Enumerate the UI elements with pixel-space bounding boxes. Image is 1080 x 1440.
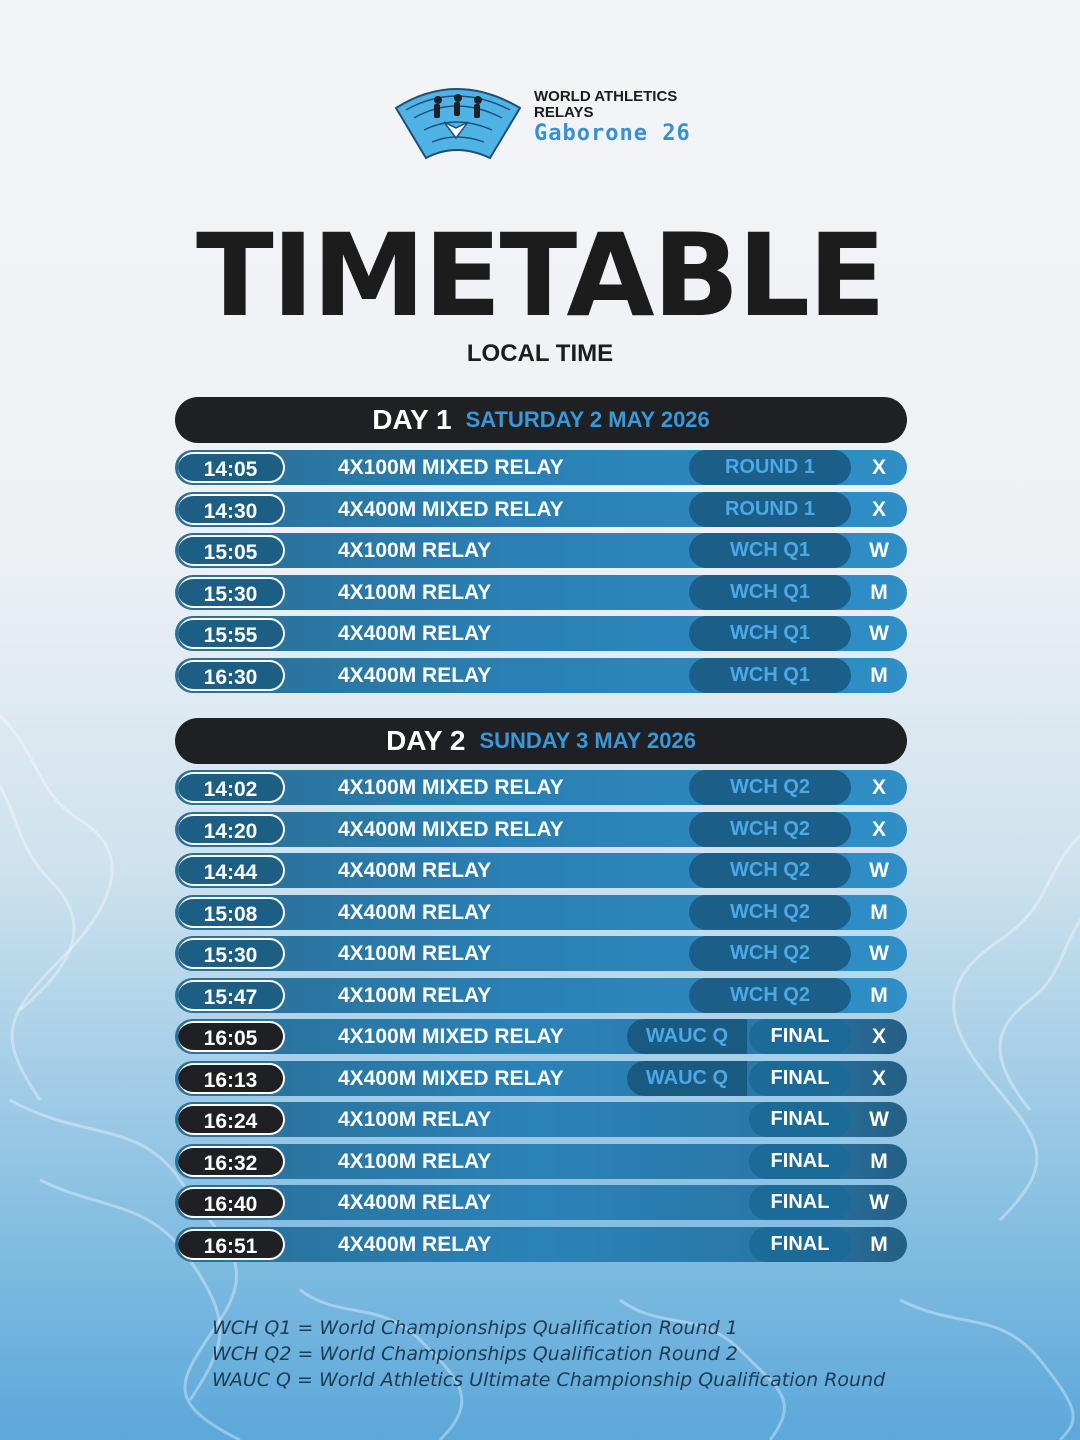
schedule-row — [175, 895, 907, 930]
round-pill: ROUND 1 — [689, 450, 851, 485]
legend-item: WCH Q2 = World Championships Qualification Round 2 — [212, 1343, 738, 1365]
category-label: W — [869, 1191, 889, 1214]
category-label: W — [869, 859, 889, 882]
category-label: M — [870, 580, 888, 604]
day-label: DAY 2 — [386, 725, 466, 756]
day-2-schedule — [175, 770, 907, 1268]
event-name: 4X100M RELAY — [338, 1108, 492, 1131]
event-time: 14:30 — [178, 494, 285, 525]
event-logo — [392, 78, 692, 168]
day-1-schedule — [175, 450, 907, 699]
category-label: X — [871, 1066, 886, 1090]
category-label: W — [869, 622, 889, 645]
round-pill: FINAL — [749, 1227, 851, 1262]
round-pill: FINAL — [749, 1102, 851, 1137]
event-time: 14:20 — [178, 814, 285, 845]
legend-item: WCH Q1 = World Championships Qualification Round 1 — [212, 1317, 738, 1339]
legend — [212, 1315, 885, 1393]
category-label: M — [870, 900, 888, 924]
category-label: W — [869, 539, 889, 562]
event-time: 15:05 — [178, 535, 285, 566]
schedule-row — [175, 492, 907, 527]
event-time: 15:30 — [178, 938, 285, 969]
category-label: X — [871, 1025, 886, 1048]
round-pill: WCH Q1 — [689, 533, 851, 568]
page-subtitle: LOCAL TIME — [466, 340, 614, 367]
category-label: W — [869, 942, 889, 965]
day-date: SUNDAY 3 MAY 2026 — [479, 728, 696, 753]
round-pill: WCH Q2 — [689, 853, 851, 888]
event-name: 4X400M MIXED RELAY — [338, 1066, 564, 1090]
event-name: 4X400M MIXED RELAY — [338, 497, 564, 521]
round-pill: WCH Q2 — [689, 978, 851, 1013]
legend-item: WAUC Q = World Athletics Ultimate Championship Qualification Round — [212, 1369, 886, 1391]
category-label: M — [870, 663, 888, 687]
round-pill: WCH Q2 — [689, 812, 851, 847]
schedule-row — [175, 1144, 907, 1179]
event-time: 16:24 — [178, 1104, 285, 1135]
schedule-row — [175, 575, 907, 610]
day-2-header — [175, 718, 907, 764]
event-name: 4X100M RELAY — [338, 942, 492, 965]
fan-emblem-icon — [392, 78, 526, 162]
event-name: 4X400M RELAY — [338, 622, 492, 645]
event-time: 14:44 — [178, 855, 285, 886]
round-pill: WCH Q1 — [689, 658, 851, 693]
round-pill: FINAL — [749, 1144, 851, 1179]
round-pill: WCH Q1 — [689, 575, 851, 610]
qualifier-pill: WAUC Q — [627, 1019, 747, 1054]
event-name: 4X400M RELAY — [338, 859, 492, 882]
page-title: TIMETABLE — [195, 209, 885, 342]
event-time: 16:32 — [178, 1146, 285, 1177]
event-time: 15:55 — [178, 618, 285, 649]
category-label: X — [871, 497, 886, 521]
event-name: 4X100M RELAY — [338, 539, 492, 562]
schedule-row — [175, 533, 907, 568]
event-name: 4X100M MIXED RELAY — [338, 776, 564, 799]
round-pill: FINAL — [749, 1061, 851, 1096]
schedule-row — [175, 616, 907, 651]
qualifier-pill: WAUC Q — [627, 1061, 747, 1096]
round-pill: FINAL — [749, 1185, 851, 1220]
logo-text — [534, 89, 691, 147]
event-name: 4X400M MIXED RELAY — [338, 817, 564, 841]
event-name: 4X400M RELAY — [338, 900, 492, 924]
event-time: 16:30 — [178, 660, 285, 691]
event-time: 16:51 — [178, 1229, 285, 1260]
round-pill: ROUND 1 — [689, 492, 851, 527]
schedule-row — [175, 978, 907, 1013]
round-pill: WCH Q2 — [689, 936, 851, 971]
event-time: 14:05 — [178, 452, 285, 483]
category-label: X — [871, 776, 886, 799]
event-time: 15:30 — [178, 577, 285, 608]
round-pill: WCH Q2 — [689, 895, 851, 930]
event-name: 4X400M RELAY — [338, 1232, 492, 1256]
event-name: 4X100M MIXED RELAY — [338, 456, 564, 479]
event-name: 4X400M RELAY — [338, 1191, 492, 1214]
event-time: 14:02 — [178, 772, 285, 803]
schedule-row — [175, 1227, 907, 1262]
category-label: W — [869, 1108, 889, 1131]
schedule-row — [175, 658, 907, 693]
event-name: 4X100M RELAY — [338, 983, 492, 1007]
category-label: M — [870, 983, 888, 1007]
event-name: 4X100M RELAY — [338, 580, 492, 604]
day-1-header — [175, 397, 907, 443]
schedule-row — [175, 1061, 907, 1096]
category-label: M — [870, 1149, 888, 1173]
event-time: 15:08 — [178, 897, 285, 928]
logo-line-1: WORLD ATHLETICS — [534, 88, 678, 105]
event-time: 16:40 — [178, 1187, 285, 1218]
day-date: SATURDAY 2 MAY 2026 — [465, 407, 710, 432]
round-pill: FINAL — [749, 1019, 851, 1054]
schedule-row — [175, 936, 907, 971]
category-label: M — [870, 1232, 888, 1256]
schedule-row — [175, 1019, 907, 1054]
schedule-row — [175, 1185, 907, 1220]
logo-line-3: Gaborone 26 — [534, 121, 691, 146]
schedule-row — [175, 450, 907, 485]
day-label: DAY 1 — [372, 404, 452, 435]
event-name: 4X400M RELAY — [338, 663, 492, 687]
round-pill: WCH Q1 — [689, 616, 851, 651]
event-time: 16:13 — [178, 1063, 285, 1094]
event-name: 4X100M RELAY — [338, 1149, 492, 1173]
logo-line-2: RELAYS — [534, 104, 594, 121]
schedule-row — [175, 770, 907, 805]
schedule-row — [175, 853, 907, 888]
event-time: 16:05 — [178, 1021, 285, 1052]
event-name: 4X100M MIXED RELAY — [338, 1025, 564, 1048]
schedule-row — [175, 1102, 907, 1137]
event-time: 15:47 — [178, 980, 285, 1011]
category-label: X — [871, 456, 886, 479]
category-label: X — [871, 817, 886, 841]
schedule-row — [175, 812, 907, 847]
round-pill: WCH Q2 — [689, 770, 851, 805]
